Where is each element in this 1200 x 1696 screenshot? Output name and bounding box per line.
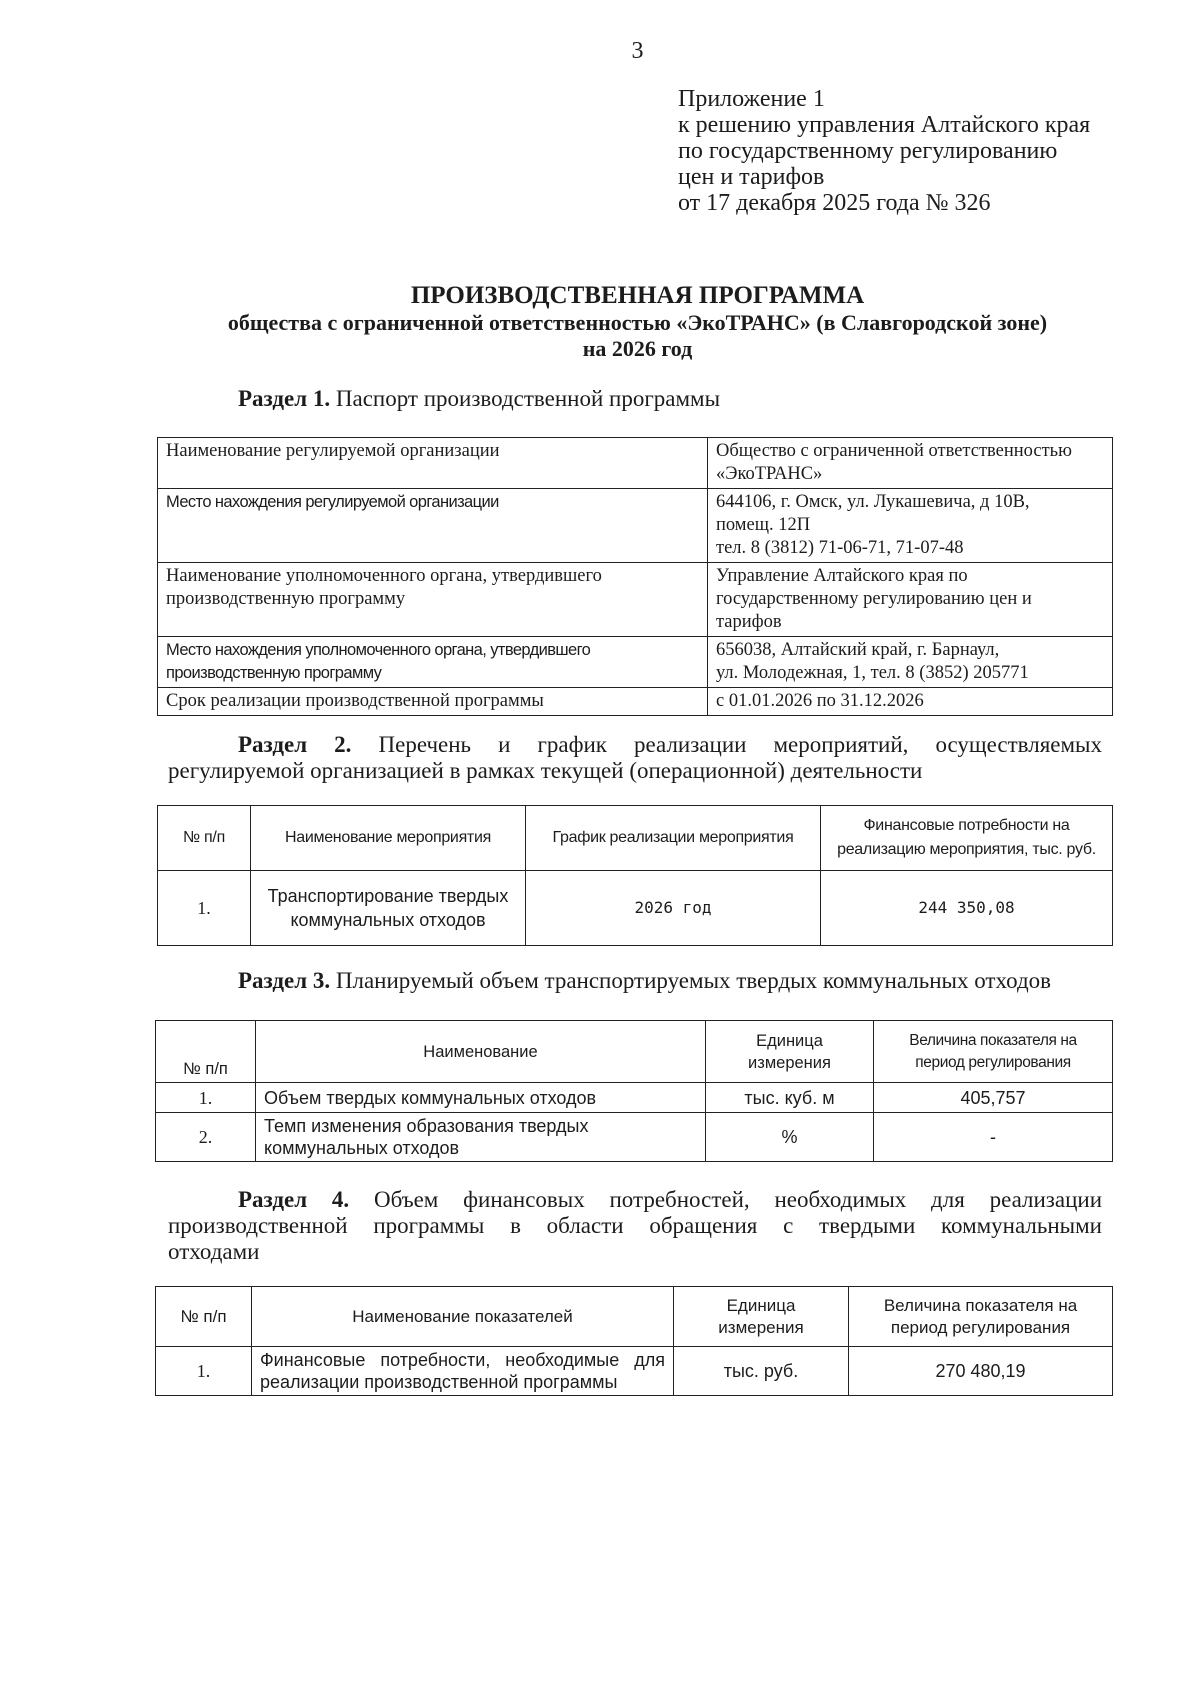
table-header-cell: Единица измерения [674,1287,849,1347]
section-text-line: регулируемой организацией в рамках текущей (операционной) деятельности [168,758,923,783]
table-header-cell: № п/п [156,1021,256,1083]
section-label: Раздел 1. [238,386,331,411]
table-header-cell: № п/п [158,806,251,871]
table-cell: тыс. руб. [674,1347,849,1396]
table-cell: 1. [156,1347,252,1396]
table-cell: 270 480,19 [849,1347,1113,1396]
section1-heading [238,386,720,412]
table-cell: Место нахождения уполномоченного органа, утвердившего производственную программу [158,637,708,688]
table-header-cell: № п/п [156,1287,252,1347]
volume-table [155,1020,1113,1162]
table-header-row [156,1021,1113,1083]
table-header-row [156,1287,1113,1347]
passport-table [157,437,1113,716]
table-cell: 644106, г. Омск, ул. Лукашевича, д 10В, помещ. 12П тел. 8 (3812) 71-06-71, 71-07-48 [708,489,1113,563]
section-text-line: отходами [168,1239,260,1264]
table-cell: Срок реализации производственной программы [158,688,708,716]
table-cell: Транспортирование твердых коммунальных отходов [251,871,526,946]
table-cell: 1. [158,871,251,946]
table-row [158,438,1113,489]
table-header-cell: Величина показателя на период регулирования [849,1287,1113,1347]
table-header-row [158,806,1113,871]
section-text-line: производственной программы в области обращения с твердыми коммунальными [168,1213,1102,1238]
table-header-cell: Наименование мероприятия [251,806,526,871]
table-row [156,1113,1113,1162]
table-header-cell: Финансовые потребности на реализацию мероприятия, тыс. руб. [821,806,1113,871]
section-text: Планируемый объем транспортируемых твердых коммунальных отходов [335,968,1052,993]
appendix-line: цен и тарифов [678,164,825,190]
table-header-cell: Наименование [256,1021,706,1083]
table-row [158,637,1113,688]
appendix-block [678,86,1090,216]
appendix-line: к решению управления Алтайского края [678,112,1091,138]
table-header-cell: График реализации мероприятия [526,806,821,871]
table-cell: Управление Алтайского края по государственному регулированию цен и тарифов [708,563,1113,637]
table-cell: Наименование регулируемой организации [158,438,708,489]
table-header-cell: Величина показателя на период регулирования [874,1021,1113,1083]
table-row [158,563,1113,637]
table-cell: 656038, Алтайский край, г. Барнаул, ул. Молодежная, 1, тел. 8 (3852) 205771 [708,637,1113,688]
table-cell: 405,757 [874,1083,1113,1113]
section4-heading [168,1187,1102,1265]
table-cell: Финансовые потребности, необходимые для реализации производственной программы [252,1347,674,1396]
activities-table [157,805,1113,946]
title-line: общества с ограниченной ответственностью «ЭкоТРАНС» (в Славгородской зоне) [227,310,1048,335]
table-cell: 244 350,08 [821,871,1113,946]
table-cell: Темп изменения образования твердых коммунальных отходов [256,1113,706,1162]
section3-heading [238,968,1051,994]
table-row [156,1347,1113,1396]
section-label: Раздел 3. [238,968,331,993]
section2-heading [168,732,1102,784]
table-cell: 2026 год [526,871,821,946]
table-row [158,489,1113,563]
table-cell: с 01.01.2026 по 31.12.2026 [708,688,1113,716]
table-cell: Общество с ограниченной ответственностью «ЭкоТРАНС» [708,438,1113,489]
table-cell: тыс. куб. м [706,1083,874,1113]
table-row [158,871,1113,946]
appendix-line: Приложение 1 [678,86,825,112]
title-line: ПРОИЗВОДСТВЕННАЯ ПРОГРАММА [410,282,865,309]
page-number: 3 [631,38,644,64]
appendix-line: по государственному регулированию [678,138,1058,164]
title-line: на 2026 год [582,336,693,361]
table-row [158,688,1113,716]
table-header-cell: Единица измерения [706,1021,874,1083]
finance-table [155,1286,1113,1396]
table-row [156,1083,1113,1113]
table-cell: 1. [156,1083,256,1113]
section-text-line: Раздел 4. Объем финансовых потребностей, необходимых для реализации [238,1187,1103,1212]
table-cell: Место нахождения регулируемой организации [158,489,708,563]
appendix-line: от 17 декабря 2025 года № 326 [678,190,991,216]
table-cell: - [874,1113,1113,1162]
section-text-line: Раздел 2. Перечень и график реализации мероприятий, осуществляемых [238,732,1102,757]
table-cell: Объем твердых коммунальных отходов [256,1083,706,1113]
table-cell: Наименование уполномоченного органа, утвердившего производственную программу [158,563,708,637]
document-title [0,282,1200,362]
section-text: Паспорт производственной программы [335,386,721,411]
table-cell: % [706,1113,874,1162]
table-header-cell: Наименование показателей [252,1287,674,1347]
table-cell: 2. [156,1113,256,1162]
